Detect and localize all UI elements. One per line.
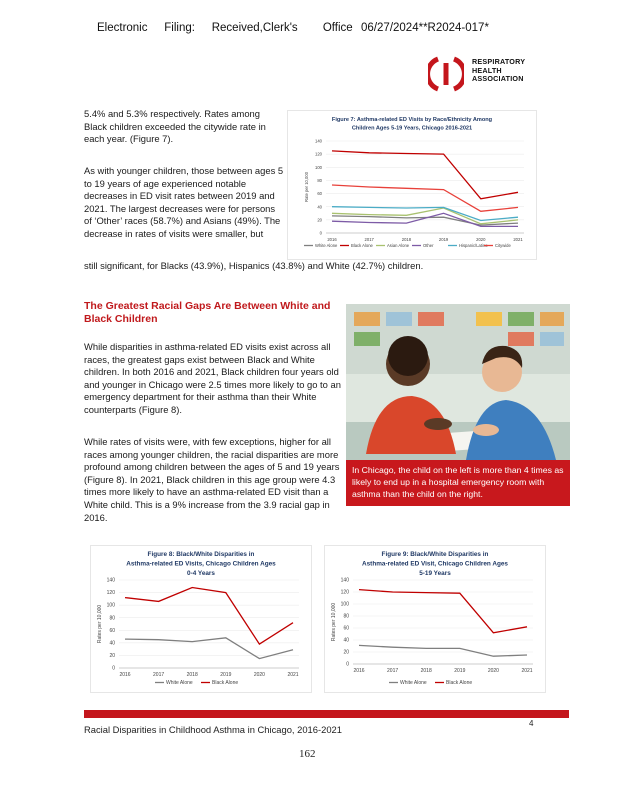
fig9-title-line: Asthma-related ED Visit, Chicago Children Ages: [362, 560, 508, 568]
fig7-legend-label: Hispanic/Latino: [459, 243, 488, 248]
logo-line-2: HEALTH: [472, 65, 502, 75]
figure-7-chart: [288, 111, 536, 259]
fig8-x-tick-label: 2018: [186, 672, 198, 678]
paragraph-racial-gaps: While disparities in asthma-related ED visits exist across all races, the greatest gaps exist between Black and White children. In both 2016 and 2021, Black children four years old and younger in Chicago were 2.5 times more likely to go to an emergency department for their asthma than their White counterparts (Figure 8).: [84, 341, 341, 415]
fig9-legend-label: White Alone: [400, 680, 427, 686]
figure-9-chart-frame: [324, 545, 546, 693]
fig7-legend-label: Citywide: [495, 243, 511, 248]
fig9-y-tick-label: 120: [340, 589, 349, 596]
fig7-y-tick-label: 80: [317, 178, 322, 184]
fig7-y-tick-label: 120: [315, 151, 322, 157]
fig8-x-tick-label: 2021: [287, 672, 299, 678]
fig7-title-line: Figure 7: Asthma-related ED Visits by Race/Ethnicity Among: [331, 117, 493, 123]
fig7-y-tick-label: 60: [317, 191, 322, 197]
fig8-legend-label: Black Alone: [212, 680, 239, 686]
fig8-y-tick-label: 40: [109, 640, 115, 647]
fig7-title-line: Children Ages 5-19 Years, Chicago 2016-2021: [351, 125, 473, 132]
fig8-title-line: Figure 8: Black/White Disparities in: [147, 551, 255, 558]
fig7-y-tick-label: 20: [317, 217, 322, 223]
fig9-y-tick-label: 100: [340, 601, 349, 608]
figure-9-chart: [325, 546, 545, 692]
filing-stamp: Electronic Filing: Received,Clerk's Office 06/27/2024**R2024-017*: [97, 22, 489, 34]
figure-7-chart-frame: [287, 110, 537, 260]
fig7-x-tick-label: 2016: [327, 237, 337, 242]
fig7-x-tick-label: 2021: [513, 237, 523, 242]
fig7-y-tick-label: 140: [315, 138, 322, 144]
fig7-legend-label: Asian Alone: [387, 243, 410, 248]
fig9-x-tick-label: 2016: [353, 668, 365, 674]
logo-line-1: RESPIRATORY: [472, 57, 526, 66]
fig7-x-tick-label: 2018: [401, 237, 412, 242]
fig9-x-tick-label: 2018: [420, 668, 432, 674]
fig8-y-tick-label: 80: [109, 615, 115, 622]
fig7-y-tick-label: 40: [317, 204, 322, 210]
fig9-x-tick-label: 2020: [487, 668, 499, 674]
paragraph-older-children-continued: still significant, for Blacks (43.9%), Hispanics (43.8%) and White (42.7%) children.: [84, 260, 424, 271]
fig7-x-tick-label: 2020: [476, 237, 486, 242]
fig9-y-tick-label: 60: [343, 625, 349, 632]
logo-line-3: ASSOCIATION: [472, 74, 524, 84]
paragraph-older-children: As with younger children, those between ages 5 to 19 years of age experienced notable decreases in ED visit rates between 2019 and 2021. The largest decreases were for persons of ‘Other’ races (58.7%) and Asians (49%). The decrease in rates of visits were smaller, but: [84, 165, 284, 239]
section-heading: The Greatest Racial Gaps Are Between White and Black Children: [84, 300, 331, 325]
fig8-title-line: 0-4 Years: [187, 569, 215, 577]
fig8-y-tick-label: 20: [109, 653, 115, 660]
fig9-x-tick-label: 2021: [521, 668, 533, 674]
fig9-y-tick-label: 80: [343, 613, 349, 620]
fig9-x-tick-label: 2017: [387, 668, 399, 674]
figure-8-chart-frame: [90, 545, 312, 693]
fig7-y-tick-label: 100: [315, 164, 322, 170]
fig8-x-tick-label: 2019: [220, 672, 232, 678]
fig9-legend-label: Black Alone: [446, 680, 473, 686]
fig8-legend-label: White Alone: [166, 680, 193, 686]
fig9-y-tick-label: 140: [340, 577, 349, 584]
fig9-series-black-alone: [359, 590, 527, 633]
paragraph-citywide-rates: 5.4% and 5.3% respectively. Rates among Black children exceeded the citywide rate in each year. (Figure 7).: [84, 108, 266, 145]
fig8-y-tick-label: 0: [112, 665, 115, 672]
fig7-legend-label: Black Alone: [351, 243, 373, 248]
page-number: 4: [529, 719, 534, 728]
fig9-title-line: 5-19 Years: [419, 569, 451, 577]
fig7-y-tick-label: 0: [319, 230, 322, 236]
fig8-y-tick-label: 140: [106, 577, 115, 584]
fig8-y-axis-label: Rates per 10,000: [97, 604, 103, 644]
fig9-y-tick-label: 40: [343, 637, 349, 644]
fig8-series-black-alone: [125, 588, 293, 645]
document-page-number: 162: [299, 748, 316, 760]
fig8-x-tick-label: 2017: [153, 672, 165, 678]
fig8-y-tick-label: 120: [106, 590, 115, 597]
figure-8-chart: [91, 546, 311, 692]
paragraph-profound-disparities: While rates of visits were, with few exceptions, higher for all races among younger children, the racial disparities are more profound among children between the ages of 5 and 19 years (Figure 8). In 2021, Black children in this age group were 4.3 times more likely to have an asthma-related ED visit than a White child. This is a 9% increase from the 3.9 racial gap in 2016.: [84, 436, 340, 523]
photo-caption: In Chicago, the child on the left is more than 4 times as likely to end up in a hospital emergency room with asthma than the child on the right.: [346, 460, 570, 506]
fig7-y-axis-label: Rate per 10,000: [304, 171, 309, 203]
fig7-series-white-alone: [332, 216, 518, 225]
children-reading-photo: [346, 304, 570, 460]
respiratory-health-association-logo-icon: [428, 56, 464, 92]
footer-title: Racial Disparities in Childhood Asthma in Chicago, 2016-2021: [84, 724, 342, 735]
fig7-legend-label: White Alone: [315, 243, 338, 248]
fig9-title-line: Figure 9: Black/White Disparities in: [381, 551, 489, 558]
fig8-x-tick-label: 2020: [253, 672, 265, 678]
fig8-x-tick-label: 2016: [119, 672, 131, 678]
fig7-series-black-alone: [332, 151, 518, 199]
fig9-y-tick-label: 0: [346, 661, 349, 668]
fig9-series-white-alone: [359, 645, 527, 656]
fig9-y-tick-label: 20: [343, 649, 349, 656]
fig8-y-tick-label: 100: [106, 602, 115, 609]
fig9-x-tick-label: 2019: [454, 668, 466, 674]
fig7-x-tick-label: 2017: [364, 237, 374, 242]
fig9-y-axis-label: Rates per 10,000: [331, 602, 337, 642]
fig7-legend-label: Other: [423, 243, 434, 248]
fig8-y-tick-label: 60: [109, 627, 115, 634]
fig7-x-tick-label: 2019: [438, 237, 449, 242]
fig8-title-line: Asthma-related ED Visits, Chicago Children Ages: [126, 560, 276, 568]
logo-wordmark: [472, 58, 525, 84]
footer-rule: [84, 710, 569, 718]
